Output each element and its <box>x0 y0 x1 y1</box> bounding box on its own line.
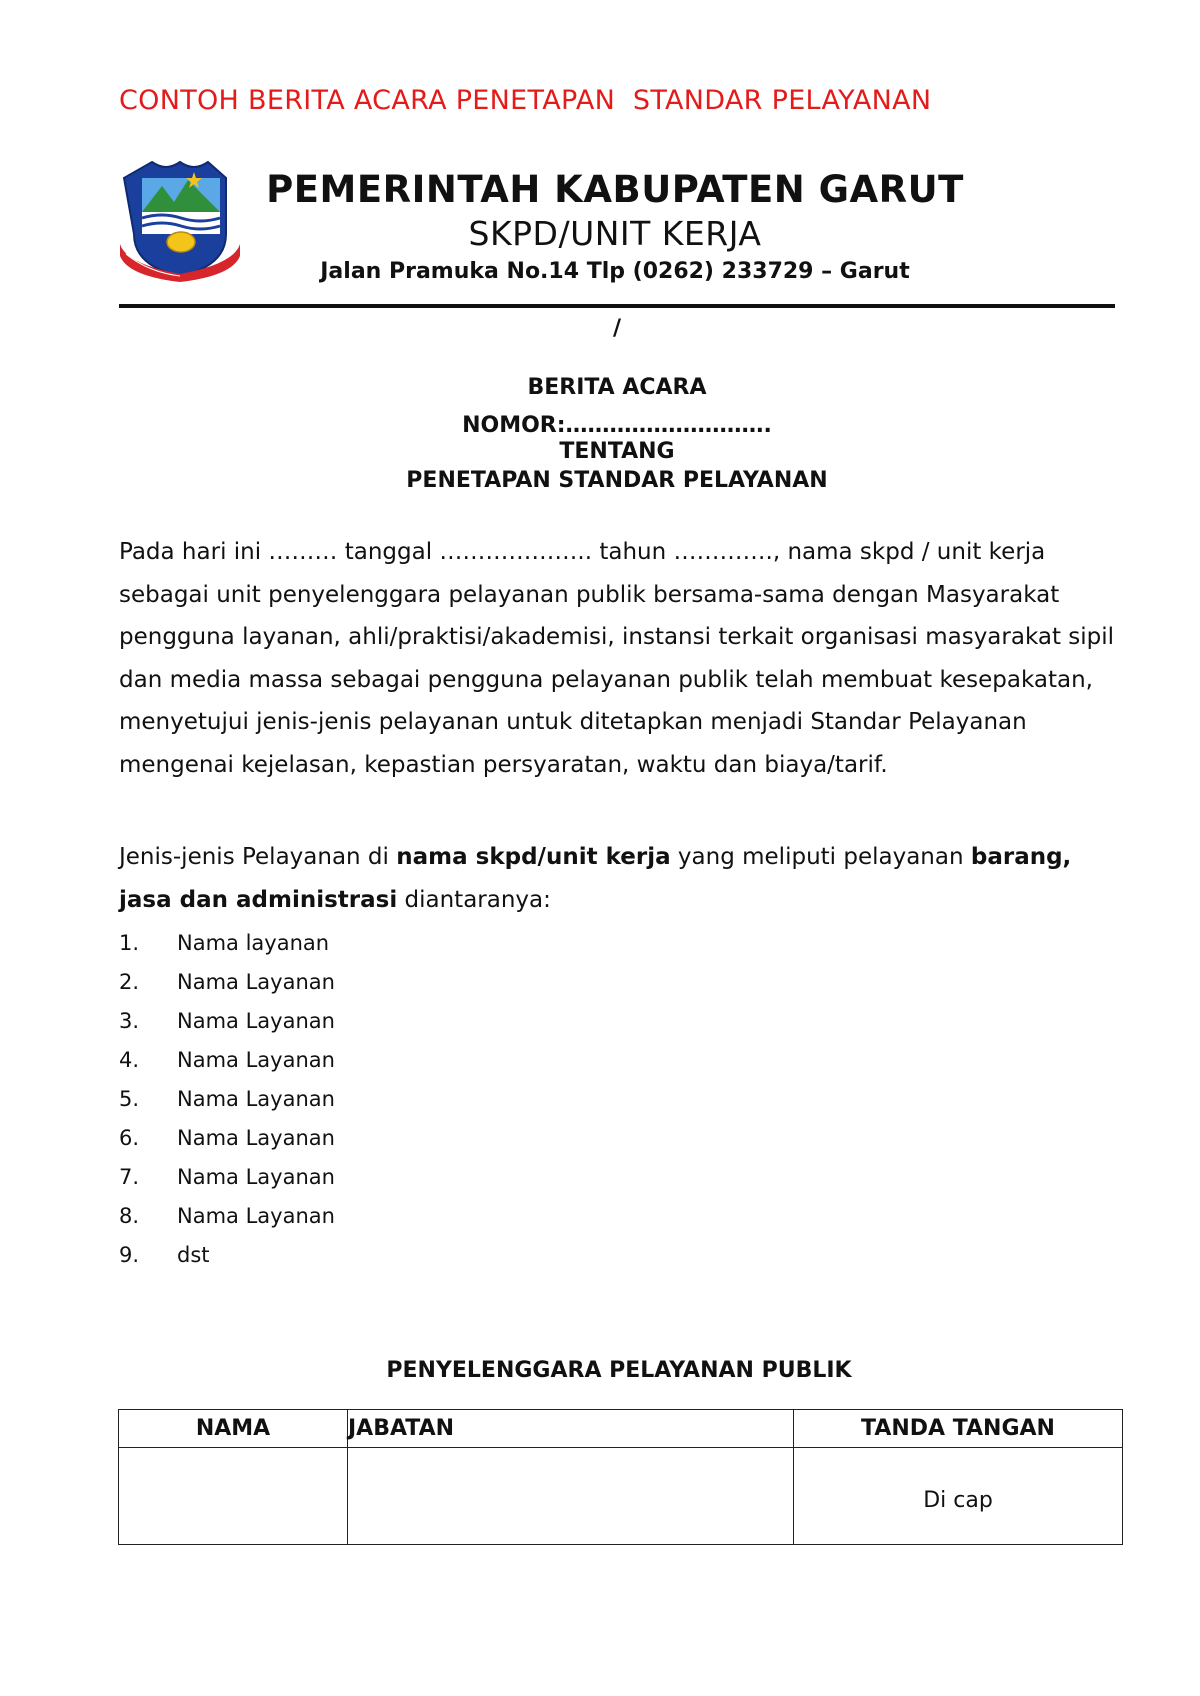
garut-regency-emblem <box>118 158 243 283</box>
intro-text: yang meliputi pelayanan <box>670 844 971 870</box>
list-item <box>119 1236 335 1275</box>
intro-text: diantaranya: <box>397 886 551 913</box>
opening-paragraph: Pada hari ini ……… tanggal ……………….. tahun …………., nama skpd / unit kerja sebagai unit penyelenggara pelayanan publik bersama-sama dengan Masyarakat pengguna layanan, ahli/praktisi/akademisi, instansi terkait organisasi masyarakat sipil dan media massa sebagai pengguna pelayanan publik telah membuat kesepakatan, menyetujui jenis-jenis pelayanan untuk ditetapkan menjadi Standar Pelayanan mengenai kejelasan, kepastian persyaratan, waktu dan biaya/tarif. <box>119 539 1115 778</box>
list-number: 8. <box>119 1204 140 1228</box>
intro-text: Jenis-jenis Pelayanan di <box>119 844 397 870</box>
government-name: PEMERINTAH KABUPATEN GARUT <box>266 168 964 211</box>
list-number: 3. <box>119 1009 140 1033</box>
intro-unit-name: nama skpd/unit kerja <box>396 844 671 870</box>
list-label: Nama Layanan <box>177 1204 335 1228</box>
list-label: Nama Layanan <box>177 1048 335 1072</box>
letterhead-divider <box>119 304 1115 308</box>
signature-table <box>118 1409 1123 1545</box>
signature-cell <box>794 1448 1123 1545</box>
example-title: CONTOH BERITA ACARA PENETAPAN STANDAR PELAYANAN <box>119 85 932 116</box>
column-header-position: JABATAN <box>348 1410 794 1448</box>
list-label: Nama layanan <box>177 931 330 955</box>
list-number: 5. <box>119 1087 140 1111</box>
table-row <box>119 1448 1123 1545</box>
document-subject: PENETAPAN STANDAR PELAYANAN <box>406 468 828 493</box>
letterhead-address: Jalan Pramuka No.14 Tlp (0262) 233729 – Garut <box>320 259 910 284</box>
list-number: 2. <box>119 970 140 994</box>
list-label: Nama Layanan <box>177 970 335 994</box>
name-cell <box>119 1448 348 1545</box>
list-number: 4. <box>119 1048 140 1072</box>
list-item <box>119 1041 335 1080</box>
services-intro-paragraph <box>119 836 1119 921</box>
list-number: 9. <box>119 1243 140 1267</box>
list-item <box>119 924 335 963</box>
unit-name: SKPD/UNIT KERJA <box>468 214 762 253</box>
column-header-signature: TANDA TANGAN <box>794 1410 1123 1448</box>
list-item <box>119 1002 335 1041</box>
document-number: NOMOR:………………………. <box>462 413 772 438</box>
list-label: Nama Layanan <box>177 1009 335 1033</box>
list-label: Nama Layanan <box>177 1126 335 1150</box>
intro-service-types: barang, jasa dan administrasi <box>119 844 1072 913</box>
list-item <box>119 1158 335 1197</box>
list-number: 6. <box>119 1126 140 1150</box>
list-item <box>119 1080 335 1119</box>
table-header-row <box>119 1410 1123 1448</box>
stamp-note: Di cap <box>923 1488 993 1513</box>
signature-section-title: PENYELENGGARA PELAYANAN PUBLIK <box>386 1358 852 1383</box>
list-item <box>119 963 335 1002</box>
list-label: dst <box>177 1243 210 1267</box>
document-type: BERITA ACARA <box>527 375 707 400</box>
services-list <box>119 924 335 1275</box>
list-number: 1. <box>119 931 140 955</box>
list-label: Nama Layanan <box>177 1165 335 1189</box>
separator-mark: / <box>612 316 622 341</box>
position-cell <box>348 1448 794 1545</box>
list-number: 7. <box>119 1165 140 1189</box>
document-about: TENTANG <box>559 439 675 464</box>
list-item <box>119 1119 335 1158</box>
list-item <box>119 1197 335 1236</box>
list-label: Nama Layanan <box>177 1087 335 1111</box>
column-header-name: NAMA <box>119 1410 348 1448</box>
